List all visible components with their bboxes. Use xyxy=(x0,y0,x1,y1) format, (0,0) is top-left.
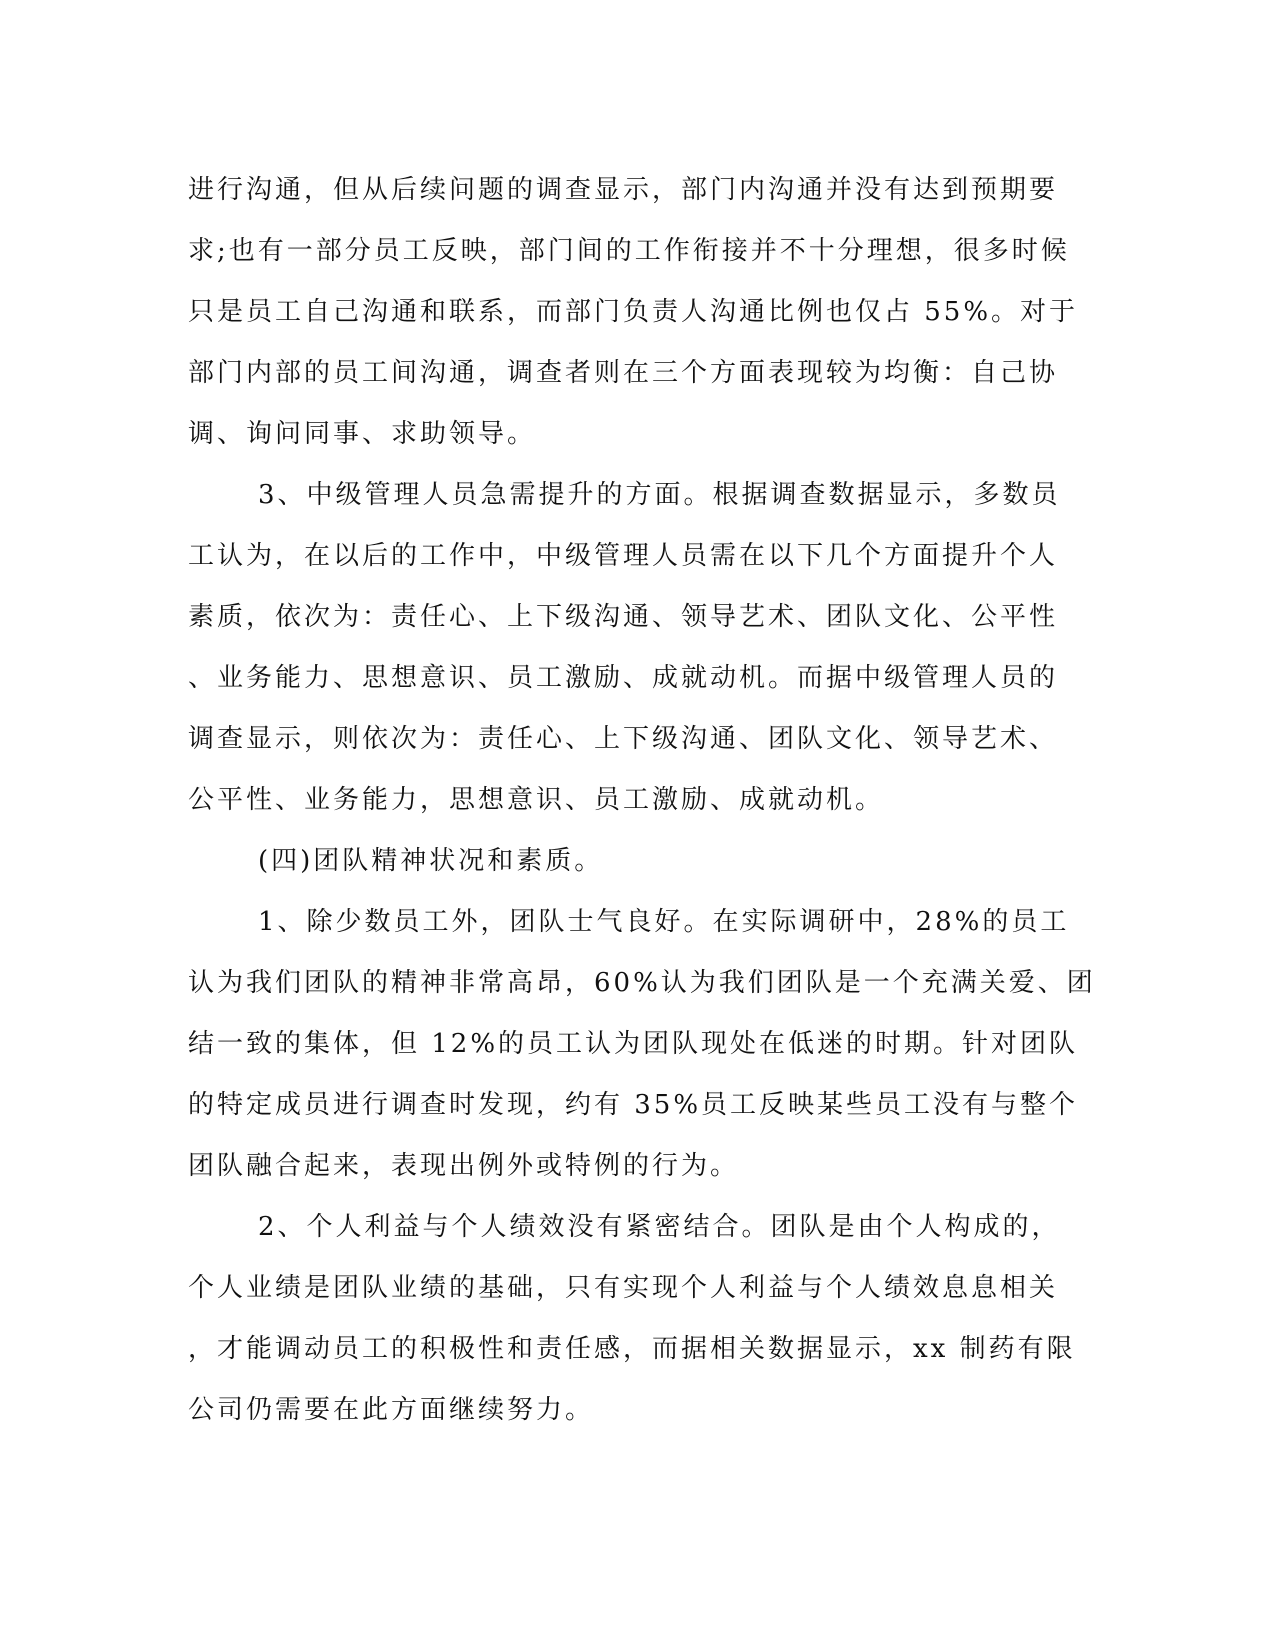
text-line: 结一致的集体，但 12%的员工认为团队现处在低迷的时期。针对团队 xyxy=(188,1029,1079,1059)
text-line: 部门内部的员工间沟通，调查者则在三个方面表现较为均衡：自己协 xyxy=(188,358,1059,388)
text-line: 、业务能力、思想意识、员工激励、成就动机。而据中级管理人员的 xyxy=(188,663,1059,693)
text-line: 的特定成员进行调查时发现，约有 35%员工反映某些员工没有与整个 xyxy=(188,1090,1079,1120)
section-heading: (四)团队精神状况和素质。 xyxy=(258,846,604,876)
text-line: 公平性、业务能力，思想意识、员工激励、成就动机。 xyxy=(188,785,885,815)
document-body xyxy=(188,160,1096,1441)
text-line: 个人业绩是团队业绩的基础，只有实现个人利益与个人绩效息息相关 xyxy=(188,1273,1059,1303)
text-line: 调、询问同事、求助领导。 xyxy=(188,419,537,449)
text-line: 调查显示，则依次为：责任心、上下级沟通、团队文化、领导艺术、 xyxy=(188,724,1059,754)
text-line: 认为我们团队的精神非常高昂，60%认为我们团队是一个充满关爱、团 xyxy=(188,968,1096,998)
text-line: 工认为，在以后的工作中，中级管理人员需在以下几个方面提升个人 xyxy=(188,541,1059,571)
paragraph-start-line: 2、个人利益与个人绩效没有紧密结合。团队是由个人构成的， xyxy=(258,1212,1061,1242)
text-line: 求;也有一部分员工反映，部门间的工作衔接并不十分理想，很多时候 xyxy=(188,236,1070,266)
text-line: 团队融合起来，表现出例外或特例的行为。 xyxy=(188,1151,740,1181)
text-line: 素质，依次为：责任心、上下级沟通、领导艺术、团队文化、公平性 xyxy=(188,602,1059,632)
paragraph-start-line: 1、除少数员工外，团队士气良好。在实际调研中，28%的员工 xyxy=(258,907,1070,937)
paragraph-start-line: 3、中级管理人员急需提升的方面。根据调查数据显示，多数员 xyxy=(258,480,1061,510)
text-line: 只是员工自己沟通和联系，而部门负责人沟通比例也仅占 55%。对于 xyxy=(188,297,1079,327)
text-line: ，才能调动员工的积极性和责任感，而据相关数据显示，xx 制药有限 xyxy=(188,1334,1076,1364)
text-line: 进行沟通，但从后续问题的调查显示，部门内沟通并没有达到预期要 xyxy=(188,175,1059,205)
text-line: 公司仍需要在此方面继续努力。 xyxy=(188,1395,595,1425)
